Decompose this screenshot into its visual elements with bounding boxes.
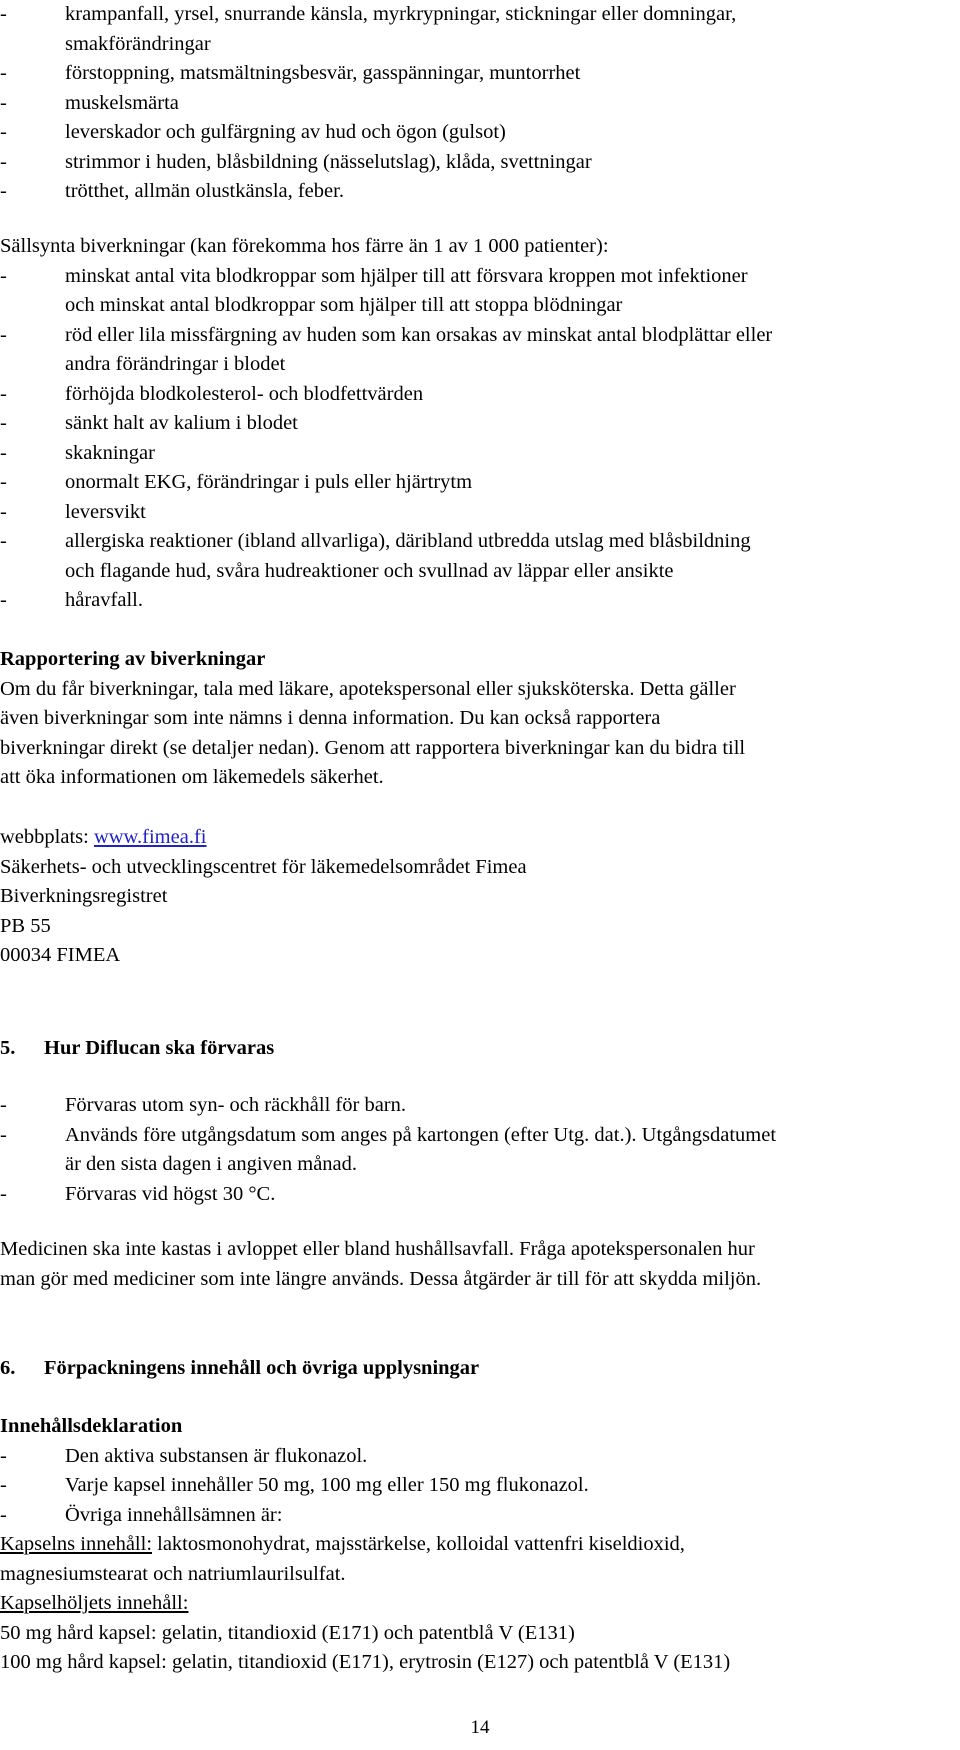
- rare-side-effects: [0, 232, 960, 616]
- list-item: - Varje kapsel innehåller 50 mg, 100 mg eller 150 mg flukonazol.: [0, 1474, 589, 1496]
- section-6-heading: [0, 1354, 960, 1384]
- shell-contents-label: [0, 1589, 960, 1619]
- rare-heading: Sällsynta biverkningar (kan förekomma hos färre än 1 av 1 000 patienter):: [0, 235, 609, 257]
- reporting-line: biverkningar direkt (se detaljer nedan). Genom att rapportera biverkningar kan du bidra till: [0, 736, 746, 759]
- reporting-line: att öka informationen om läkemedels säkerhet.: [0, 766, 384, 788]
- list-item: - Övriga innehållsämnen är:: [0, 1503, 283, 1526]
- list-item: - röd eller lila missfärgning av huden som kan orsakas av minskat antal blodplättar eller andra förändringar i blodet: [0, 323, 773, 375]
- capsule-contents: [0, 1530, 960, 1560]
- section-title: Hur Diflucan ska förvaras: [44, 1037, 275, 1059]
- reporting-contact: [0, 823, 960, 971]
- section-title: Förpackningens innehåll och övriga upplysningar: [44, 1357, 480, 1379]
- capsule-contents-label: Kapselns innehåll:: [0, 1533, 153, 1555]
- address-line: PB 55: [0, 914, 51, 937]
- list-item: - onormalt EKG, förändringar i puls eller hjärtrytm: [0, 471, 473, 493]
- list-item: - förhöjda blodkolesterol- och blodfettvärden: [0, 382, 424, 405]
- disposal-paragraph: [0, 1235, 960, 1294]
- list-item: - förstoppning, matsmältningsbesvär, gasspänningar, muntorrhet: [0, 62, 581, 84]
- capsule-contents-cont: magnesiumstearat och natriumlaurilsulfat.: [0, 1562, 346, 1585]
- list-item: - Den aktiva substansen är flukonazol.: [0, 1444, 368, 1467]
- paragraph-line: man gör med mediciner som inte längre används. Dessa åtgärder är till för att skydda miljön.: [0, 1267, 762, 1290]
- list-item: - trötthet, allmän olustkänsla, feber.: [0, 180, 344, 202]
- capsule-contents-text: laktosmonohydrat, majsstärkelse, kolloidal vattenfri kiseldioxid,: [152, 1533, 685, 1555]
- shell-line: 50 mg hård kapsel: gelatin, titandioxid (E171) och patentblå V (E131): [0, 1621, 575, 1644]
- page-number: 14: [470, 1717, 490, 1738]
- address-line: Biverkningsregistret: [0, 885, 168, 907]
- reporting-section: [0, 645, 960, 793]
- reporting-heading: Rapportering av biverkningar: [0, 648, 266, 670]
- storage-list: [0, 1091, 960, 1209]
- shell-line: 100 mg hård kapsel: gelatin, titandioxid (E171), erytrosin (E127) och patentblå V (E131): [0, 1651, 731, 1673]
- list-item: - krampanfall, yrsel, snurrande känsla, myrkrypningar, stickningar eller domningar, smakförändringar: [0, 3, 737, 55]
- reporting-line: Om du får biverkningar, tala med läkare, apotekspersonal eller sjuksköterska. Detta gäller: [0, 677, 736, 700]
- website-line: [0, 823, 960, 853]
- list-item: - Används före utgångsdatum som anges på kartongen (efter Utg. dat.). Utgångsdatumet är den sista dagen i angiven månad.: [0, 1123, 777, 1175]
- shell-label: Kapselhöljets innehåll:: [0, 1592, 189, 1614]
- section-number: 5.: [0, 1037, 16, 1059]
- list-item: - leverskador och gulfärgning av hud och ögon (gulsot): [0, 121, 506, 143]
- subheading: Innehållsdeklaration: [0, 1415, 183, 1437]
- list-item: - sänkt halt av kalium i blodet: [0, 412, 298, 434]
- address-line: Säkerhets- och utvecklingscentret för läkemedelsområdet Fimea: [0, 855, 527, 878]
- list-item: - allergiska reaktioner (ibland allvarliga), däribland utbredda utslag med blåsbildning och flagande hud, svåra hudreaktioner och svullnad av läppar eller ansikte: [0, 530, 751, 582]
- section-5-heading: [0, 1034, 960, 1064]
- list-item: - skakningar: [0, 441, 155, 464]
- reporting-line: även biverkningar som inte nämns i denna information. Du kan också rapportera: [0, 707, 661, 729]
- address-line: 00034 FIMEA: [0, 944, 121, 966]
- fimea-link[interactable]: www.fimea.fi: [93, 826, 207, 848]
- list-item: - strimmor i huden, blåsbildning (nässelutslag), klåda, svettningar: [0, 150, 592, 173]
- paragraph-line: Medicinen ska inte kastas i avloppet eller bland hushållsavfall. Fråga apotekspersonalen hur: [0, 1238, 755, 1260]
- list-item: - Förvaras vid högst 30 °C.: [0, 1182, 276, 1205]
- list-item: - minskat antal vita blodkroppar som hjälper till att försvara kroppen mot infektioner och minskat antal blodkroppar som hjälper till att stoppa blödningar: [0, 264, 748, 316]
- list-item: - muskelsmärta: [0, 91, 179, 114]
- list-item: - leversvikt: [0, 500, 146, 523]
- list-item: - håravfall.: [0, 589, 143, 611]
- contents-declaration: [0, 1412, 960, 1678]
- list-item: - Förvaras utom syn- och räckhåll för barn.: [0, 1094, 406, 1116]
- website-label: webbplats:: [0, 826, 94, 848]
- section-number: 6.: [0, 1357, 16, 1379]
- side-effects-list-common: [0, 0, 960, 207]
